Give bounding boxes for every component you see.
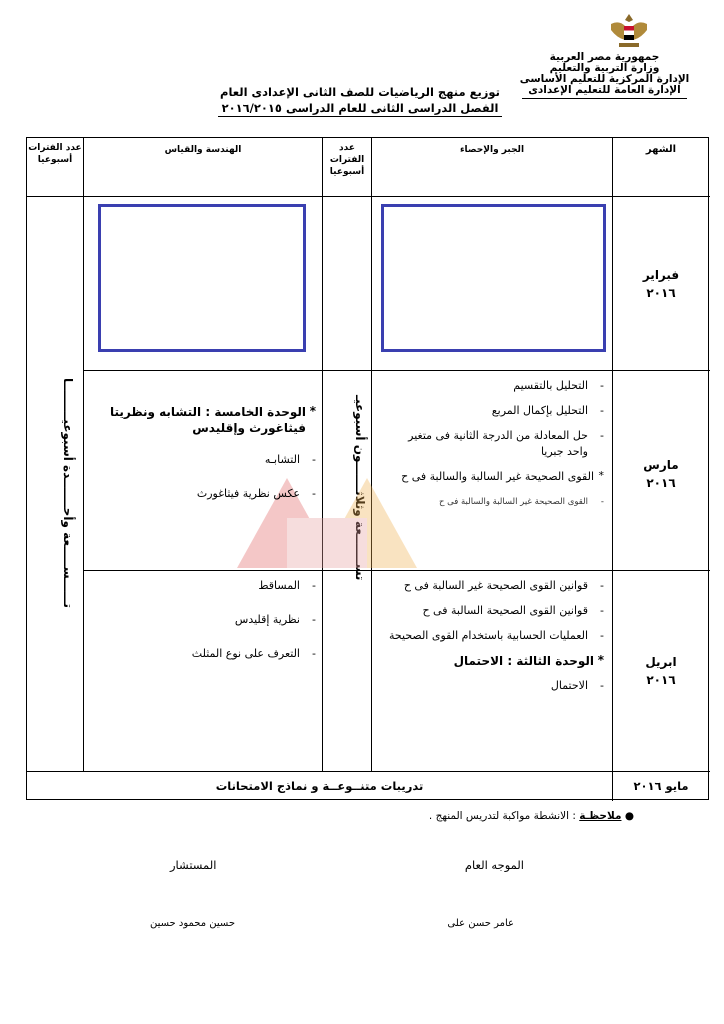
signature-name-supervisor: عامر حسن على <box>447 918 514 929</box>
signature-title-advisor: المستشار <box>170 858 217 872</box>
redacted-box-algebra <box>381 204 606 352</box>
weeks-vertical-geometry: تــــــســـــعة وأحـــــــدة أسبوعيـــــــــا <box>61 377 75 609</box>
weeks-vertical-algebra: تســـــــعة وثلاثـــــــون أسبوعيـ <box>353 395 367 581</box>
signature-name-advisor: حسين محمود حسين <box>150 918 236 929</box>
title-sub: الفصل الدراسى الثانى للعام الدراسى ٢٠١٦/٢٠١٥ <box>218 100 503 117</box>
month-name: فبراير <box>642 268 680 282</box>
row-divider <box>83 370 710 371</box>
document-title <box>210 84 510 117</box>
title-main: توزيع منهج الرياضيات للصف الثانى الإعدادى العام <box>220 85 500 99</box>
signature-title-supervisor: الموجه العام <box>464 858 524 872</box>
april-algebra-list <box>384 578 604 703</box>
header-line-4: الإدارة العامة للتعليم الإعدادى <box>522 85 686 99</box>
header-line-1: جمهورية مصر العربية <box>549 51 660 63</box>
list-item: - العمليات الحسابية باستخدام القوى الصحيحة <box>384 628 604 644</box>
month-year: ٢٠١٦ <box>646 476 676 490</box>
month-april <box>613 653 709 689</box>
list-item: * القوى الصحيحة غير السالبة والسالبة فى ح <box>384 469 604 485</box>
note <box>429 810 634 822</box>
march-geometry-list <box>96 404 316 511</box>
list-item: - القوى الصحيحة غير السالبة والسالبة فى ح <box>384 494 604 510</box>
col-divider <box>83 138 84 771</box>
egypt-eagle-emblem <box>607 10 651 54</box>
list-item: - عكس نظرية فيثاغورث <box>96 486 316 502</box>
month-february <box>613 266 709 302</box>
header-month: الشهر <box>645 144 677 155</box>
header-geometry: الهندسة والقياس <box>164 145 242 155</box>
header-weeks-1: عدد الفترات أسبوعيا <box>329 143 365 177</box>
list-item: - التعرف على نوع المثلث <box>116 646 316 662</box>
list-item: - قوانين القوى الصحيحة السالبة فى ح <box>384 603 604 619</box>
header-weeks-2: عدد الفترات أسبوعيا <box>28 143 82 165</box>
list-item: - التحليل بالتقسيم <box>384 378 604 394</box>
list-item: - نظرية إقليدس <box>116 612 316 628</box>
note-text: : الانشطة مواكبة لتدريس المنهج . <box>428 810 576 822</box>
month-name: مارس <box>643 458 679 472</box>
header-line-3: الإدارة المركزية للتعليم الأساسى <box>519 73 690 85</box>
unit-heading: * الوحدة الخامسة : التشابه ونظريتا فيثاغورث وإقليدس <box>96 404 316 436</box>
col-divider <box>322 138 323 771</box>
bullet-icon: ● <box>624 810 634 822</box>
list-item: - التشابـه <box>96 452 316 468</box>
month-year: ٢٠١٦ <box>646 673 676 687</box>
march-algebra-list <box>384 378 604 510</box>
unit-heading: * الوحدة الثالثة : الاحتمال <box>384 653 604 669</box>
col-divider <box>371 138 372 771</box>
list-item: - الاحتمال <box>384 678 604 694</box>
month-year: ٢٠١٦ <box>646 286 676 300</box>
curriculum-table <box>26 137 709 800</box>
list-item: - المساقط <box>116 578 316 594</box>
list-item: - حل المعادلة من الدرجة الثانية فى متغير واحد جبريا <box>384 428 604 460</box>
april-geometry-list <box>116 578 316 671</box>
list-item: - قوانين القوى الصحيحة غير السالبة فى ح <box>384 578 604 594</box>
ministry-header <box>497 52 712 99</box>
note-label: ملاحظـة <box>579 810 622 822</box>
month-name: ابريل <box>645 655 677 669</box>
may-text: تدريبات متنــوعــة و نماذج الامتحانات <box>215 779 424 793</box>
header-algebra: الجبر والإحصاء <box>459 145 525 155</box>
header-line-2: وزارة التربية والتعليم <box>549 62 660 74</box>
row-divider <box>27 196 710 197</box>
may-month: مايو ٢٠١٦ <box>633 779 689 793</box>
list-item: - التحليل بإكمال المربع <box>384 403 604 419</box>
month-march <box>613 456 709 492</box>
row-divider <box>27 771 710 772</box>
redacted-box-geometry <box>98 204 306 352</box>
